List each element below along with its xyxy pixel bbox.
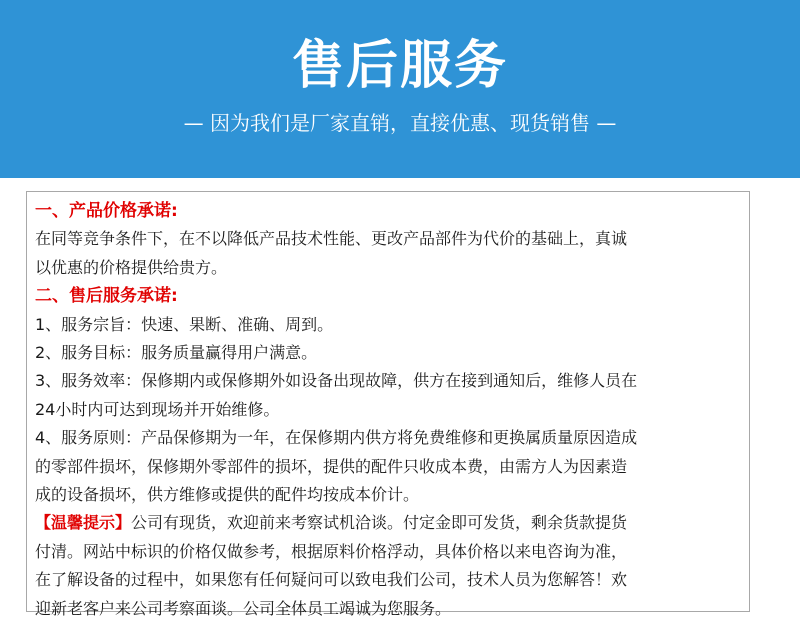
service-commitment-heading: 二、售后服务承诺: [35,286,178,307]
service-line: 1、服务宗旨：快速、果断、准确、周到。 [35,314,334,334]
tip-line: 在了解设备的过程中，如果您有任何疑问可以致电我们公司，技术人员为您解答！欢 [35,570,628,590]
price-line: 在同等竞争条件下，在不以降低产品技术性能、更改产品部件为代价的基础上，真诚 [35,229,628,249]
service-line: 2、服务目标：服务质量赢得用户满意。 [35,343,318,363]
tip-text: 公司有现货，欢迎前来考察试机洽谈。付定金即可发货，剩余货款提货 [131,513,628,533]
page-subtitle: — 因为我们是厂家直销，直接优惠、现货销售 — [183,111,617,135]
service-line: 成的设备损坏，供方维修或提供的配件均按成本价计。 [35,485,420,505]
tip-line: 迎新老客户来公司考察面谈。公司全体员工竭诚为您服务。 [35,598,452,618]
service-line: 的零部件损坏，保修期外零部件的损坏，提供的配件只收成本费，由需方人为因素造 [35,456,628,476]
tip-line: 付清。网站中标识的价格仅做参考，根据原料价格浮动，具体价格以来电咨询为准， [35,541,628,561]
tip-line [35,509,741,537]
tip-label: 【温馨提示】 [35,513,132,533]
price-line: 以优惠的价格提供给贵方。 [35,257,228,277]
service-line: 4、服务原则：产品保修期为一年，在保修期内供方将免费维修和更换属质量原因造成 [35,428,638,448]
service-line: 24小时内可达到现场并开始维修。 [35,399,280,419]
service-line: 3、服务效率：保修期内或保修期外如设备出现故障，供方在接到通知后，维修人员在 [35,371,638,391]
page-title: 售后服务 [291,36,508,96]
header-banner [0,0,800,178]
price-commitment-heading: 一、产品价格承诺: [35,201,178,221]
content-box [26,191,750,618]
